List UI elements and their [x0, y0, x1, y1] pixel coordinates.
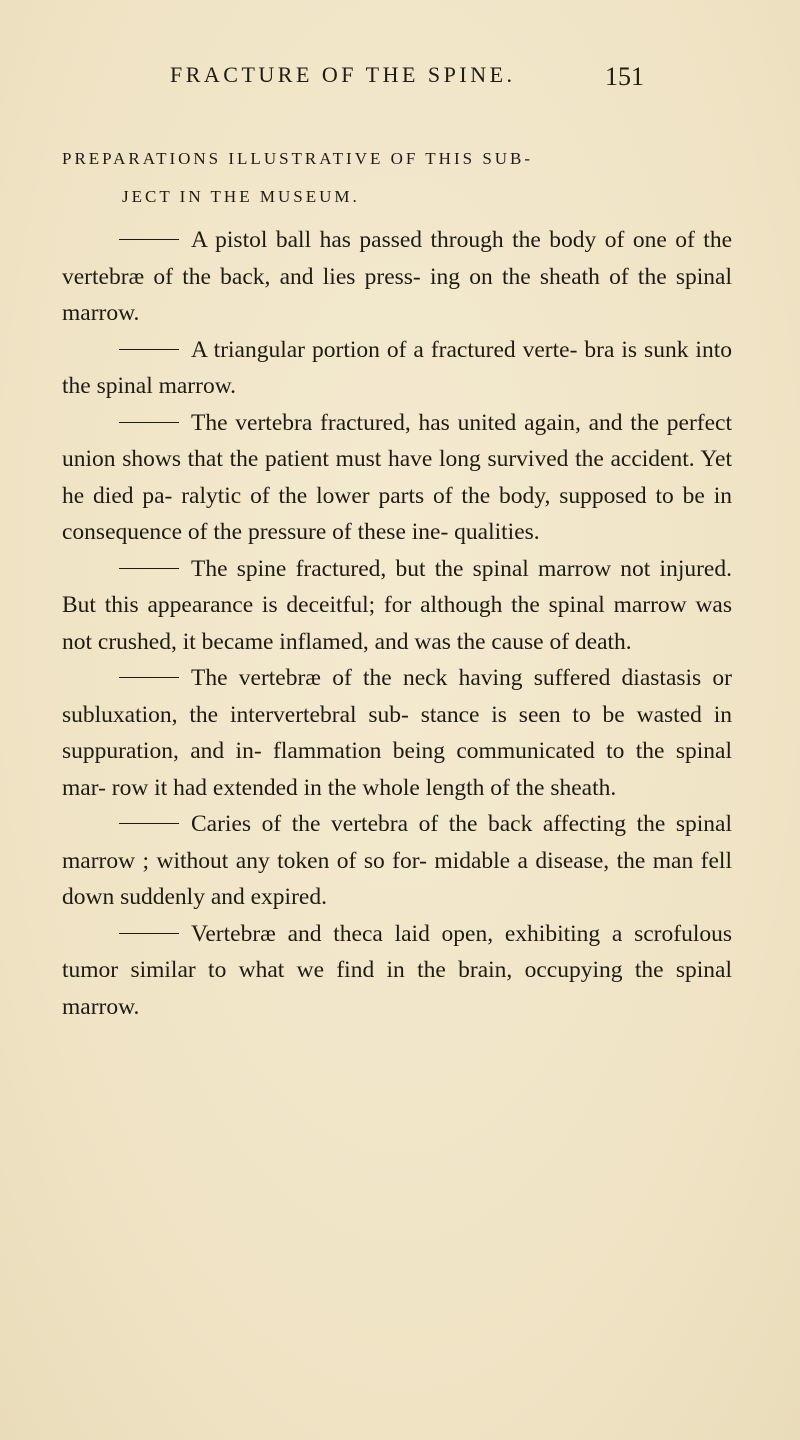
running-head — [0, 62, 800, 102]
section-heading — [62, 140, 722, 216]
preparation-entry — [62, 222, 732, 332]
preparation-entry — [62, 806, 732, 916]
entry-text: The vertebræ of the neck having suffered diastasis or subluxation, the intervertebral sub- stance is seen to be wasted in suppuration, and in- flammation being communicated to the spinal mar- row it had extended in the whole length of the sheath. — [62, 665, 732, 801]
entry-text: The spine fractured, but the spinal marrow not injured. But this appearance is deceitful; for although the spinal marrow was not crushed, it became inflamed, and was the cause of death. — [62, 555, 732, 655]
preparation-entries — [62, 222, 732, 1025]
section-heading-line-2: JECT IN THE MUSEUM. — [122, 187, 360, 206]
entry-dash — [119, 933, 179, 934]
entry-dash — [119, 568, 179, 569]
entry-dash — [119, 677, 179, 678]
preparation-entry — [62, 916, 732, 1026]
entry-dash — [119, 239, 179, 240]
preparation-entry — [62, 551, 732, 661]
page-number: 151 — [605, 62, 644, 91]
preparation-entry — [62, 332, 732, 405]
entry-text: Caries of the vertebra of the back affecting the spinal marrow ; without any token of so for- midable a disease, the man fell down suddenly and expired. — [62, 811, 732, 910]
preparation-entry — [62, 405, 732, 551]
entry-text: The vertebra fractured, has united again, and the perfect union shows that the patient must have long survived the accident. Yet he died pa- ralytic of the lower parts of the body, supposed to be in consequence of the pressure of these ine- qualities. — [62, 409, 732, 545]
entry-dash — [119, 422, 179, 423]
section-heading-line-1: PREPARATIONS ILLUSTRATIVE OF THIS SUB- — [62, 149, 534, 168]
entry-dash — [119, 349, 179, 350]
entry-text: Vertebræ and theca laid open, exhibiting a scrofulous tumor similar to what we find in the brain, occupying the spinal marrow. — [62, 920, 732, 1020]
entry-text: A triangular portion of a fractured verte- bra is sunk into the spinal marrow. — [62, 336, 732, 399]
entry-text: A pistol ball has passed through the body of one of the vertebræ of the back, and lies press- ing on the sheath of the spinal marrow. — [62, 227, 732, 326]
entry-dash — [119, 823, 179, 824]
running-title: FRACTURE OF THE SPINE. — [170, 62, 516, 87]
preparation-entry — [62, 660, 732, 806]
